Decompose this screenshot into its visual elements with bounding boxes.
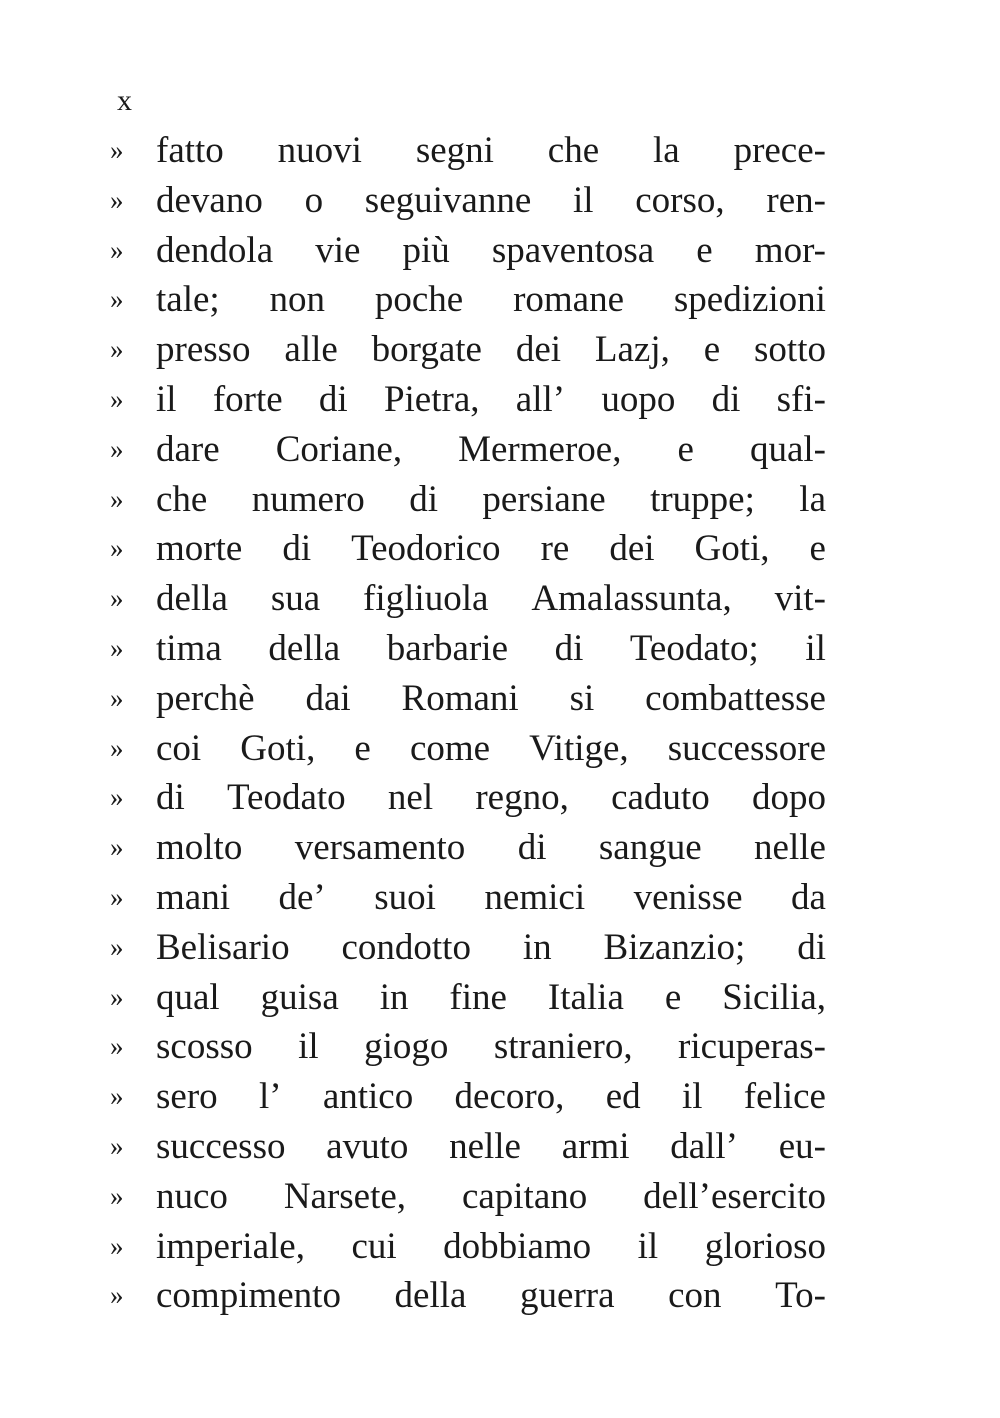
word: dobbiamo [443,1225,592,1267]
text-line [110,873,826,923]
word: e [354,727,371,769]
word: corso, [635,179,725,221]
word: di [156,777,185,819]
word: si [569,677,595,719]
quote-mark: » [110,383,124,414]
word: e [703,329,721,371]
word: mani [156,876,230,918]
quote-mark: » [110,1031,124,1062]
word: truppe; [650,478,755,520]
word: il [156,378,177,420]
word: venisse [633,876,743,918]
text-line [110,475,826,525]
word: da [791,876,826,918]
quote-mark: » [110,782,124,813]
word: nuco [156,1175,228,1217]
line-text [156,1172,826,1222]
line-text [156,524,826,574]
quote-mark: » [110,1280,124,1311]
text-line [110,226,826,276]
word: caduto [611,777,710,819]
word: che [547,130,600,171]
line-text [156,425,826,475]
text-line [110,923,826,973]
word: To- [775,1275,826,1317]
word: de’ [278,876,326,918]
word: in [379,976,409,1018]
word: il [637,1225,659,1267]
word: di [318,378,348,420]
word: devano [156,179,263,221]
page-number: x [117,84,132,117]
quote-mark: » [110,1180,124,1211]
word: nuovi [277,130,362,171]
quote-mark: » [110,931,124,962]
word: il [805,627,826,669]
word: sfi- [776,378,826,420]
line-text [156,674,826,724]
word: tale; [156,279,220,321]
quote-mark: » [110,881,124,912]
quote-mark: » [110,433,124,464]
word: sero [156,1076,218,1118]
text-line [110,1022,826,1072]
word: figliuola [363,578,489,620]
quote-mark: » [110,483,124,514]
word: vie [315,229,361,271]
word: tima [156,627,222,669]
word: re [540,528,570,570]
word: prece- [733,130,826,171]
word: poche [374,279,464,321]
word: di [797,926,826,968]
word: cui [351,1225,397,1267]
word: con [668,1275,722,1317]
word: successo [156,1125,286,1167]
line-text [156,1072,826,1122]
word: seguivanne [364,179,532,221]
word: della [268,627,341,669]
word: dare [156,428,220,470]
word: dendola [156,229,274,271]
word: fine [449,976,507,1018]
word: avuto [326,1125,409,1167]
line-text [156,1222,826,1272]
line-text [156,126,826,176]
word: felice [743,1076,826,1118]
word: sua [270,578,321,620]
word: in [522,926,552,968]
word: di [711,378,741,420]
quote-mark: » [110,135,124,165]
word: nelle [449,1125,521,1167]
word: Coriane, [275,428,403,470]
word: la [653,130,680,171]
word: la [799,478,826,520]
line-text [156,275,826,325]
line-text [156,226,826,276]
word: ed [605,1076,641,1118]
quote-mark: » [110,334,124,365]
word: come [409,727,491,769]
word: borgate [371,329,482,371]
word: vit- [774,578,826,620]
word: ren- [766,179,826,221]
text-line [110,425,826,475]
word: Vitige, [529,727,629,769]
word: antico [322,1076,414,1118]
quote-mark: » [110,1081,124,1112]
text-line [110,624,826,674]
word: persiane [482,478,606,520]
text-line [110,126,826,176]
word: spaventosa [491,229,655,271]
word: dei [515,329,562,371]
word: Goti, [240,727,316,769]
word: Romani [401,677,519,719]
text-line [110,1271,826,1321]
text-line [110,524,826,574]
word: scosso [156,1026,253,1068]
word: e [677,428,694,470]
word: e [809,528,826,570]
text-line [110,375,826,425]
word: di [282,528,312,570]
word: regno, [475,777,569,819]
word: Teodato; [629,627,759,669]
word: di [517,827,547,869]
word: Bizanzio; [603,926,746,968]
word: suoi [374,876,436,918]
word: perchè [156,677,255,719]
word: della [394,1275,467,1317]
word: successore [667,727,826,769]
quote-mark: » [110,184,124,215]
word: il [681,1076,703,1118]
text-line [110,325,826,375]
word: qual- [749,428,826,470]
word: condotto [341,926,471,968]
word: e [696,229,713,271]
text-line [110,1072,826,1122]
word: glorioso [704,1225,826,1267]
quote-mark: » [110,234,124,265]
word: nel [387,777,434,819]
line-text [156,1022,826,1072]
word: l’ [258,1076,282,1118]
word: numero [251,478,365,520]
word: il [298,1026,319,1068]
word: forte [212,378,283,420]
line-text [156,1271,826,1321]
quote-mark: » [110,832,124,863]
quote-mark: » [110,533,124,564]
quote-mark: » [110,583,124,614]
word: versamento [294,827,466,869]
word: molto [156,827,243,869]
quote-mark: » [110,981,124,1012]
text-line [110,275,826,325]
word: più [402,229,450,271]
word: Teodato [227,777,346,819]
text-line [110,724,826,774]
quoted-text-block [110,126,826,1321]
quote-mark: » [110,1230,124,1261]
line-text [156,823,826,873]
line-text [156,176,826,226]
word: imperiale, [156,1225,305,1267]
word: nelle [754,827,826,869]
word: compimento [156,1275,341,1317]
line-text [156,375,826,425]
word: il [572,179,594,221]
quote-mark: » [110,632,124,663]
quote-mark: » [110,284,124,315]
word: Goti, [694,528,770,570]
word: e [664,976,682,1018]
line-text [156,973,826,1023]
word: guerra [520,1275,615,1317]
word: Italia [547,976,624,1018]
text-line [110,773,826,823]
text-line [110,176,826,226]
text-line [110,1122,826,1172]
text-line [110,973,826,1023]
word: di [409,478,438,520]
word: Amalassunta, [531,578,732,620]
word: barbarie [386,627,508,669]
line-text [156,475,826,525]
line-text [156,624,826,674]
quote-mark: » [110,732,124,763]
line-text [156,1122,826,1172]
text-line [110,1222,826,1272]
word: segni [415,130,494,171]
word: Belisario [156,926,290,968]
word: alle [284,329,338,371]
word: Teodorico [351,528,501,570]
word: fatto [156,130,224,171]
word: dai [305,677,351,719]
word: straniero, [493,1026,633,1068]
text-line [110,823,826,873]
word: coi [156,727,202,769]
word: decoro, [454,1076,565,1118]
word: dei [609,528,655,570]
word: spedizioni [673,279,826,321]
line-text [156,574,826,624]
word: Narsete, [283,1175,407,1217]
line-text [156,724,826,774]
word: romane [513,279,625,321]
line-text [156,923,826,973]
word: uopo [601,378,676,420]
word: sotto [754,329,826,371]
text-line [110,674,826,724]
line-text [156,773,826,823]
word: combattesse [645,677,826,719]
word: mor- [754,229,826,271]
word: di [554,627,584,669]
word: eu- [778,1125,826,1167]
word: all’ [515,378,566,420]
word: dall’ [670,1125,739,1167]
word: capitano [461,1175,588,1217]
word: Pietra, [383,378,480,420]
word: o [304,179,324,221]
quote-mark: » [110,1130,124,1161]
word: Sicilia, [722,976,826,1018]
word: qual [156,976,220,1018]
word: presso [156,329,251,371]
line-text [156,325,826,375]
line-text [156,873,826,923]
word: nemici [484,876,586,918]
word: non [269,279,326,321]
word: morte [156,528,243,570]
quote-mark: » [110,682,124,713]
word: armi [561,1125,630,1167]
word: sangue [598,827,702,869]
word: guisa [260,976,339,1018]
word: che [156,478,208,520]
word: giogo [364,1026,449,1068]
word: dell’esercito [643,1175,826,1217]
word: Mermeroe, [458,428,622,470]
text-line [110,1172,826,1222]
word: Lazj, [594,329,670,371]
word: dopo [751,777,826,819]
word: ricuperas- [678,1026,826,1068]
text-line [110,574,826,624]
word: della [156,578,228,620]
